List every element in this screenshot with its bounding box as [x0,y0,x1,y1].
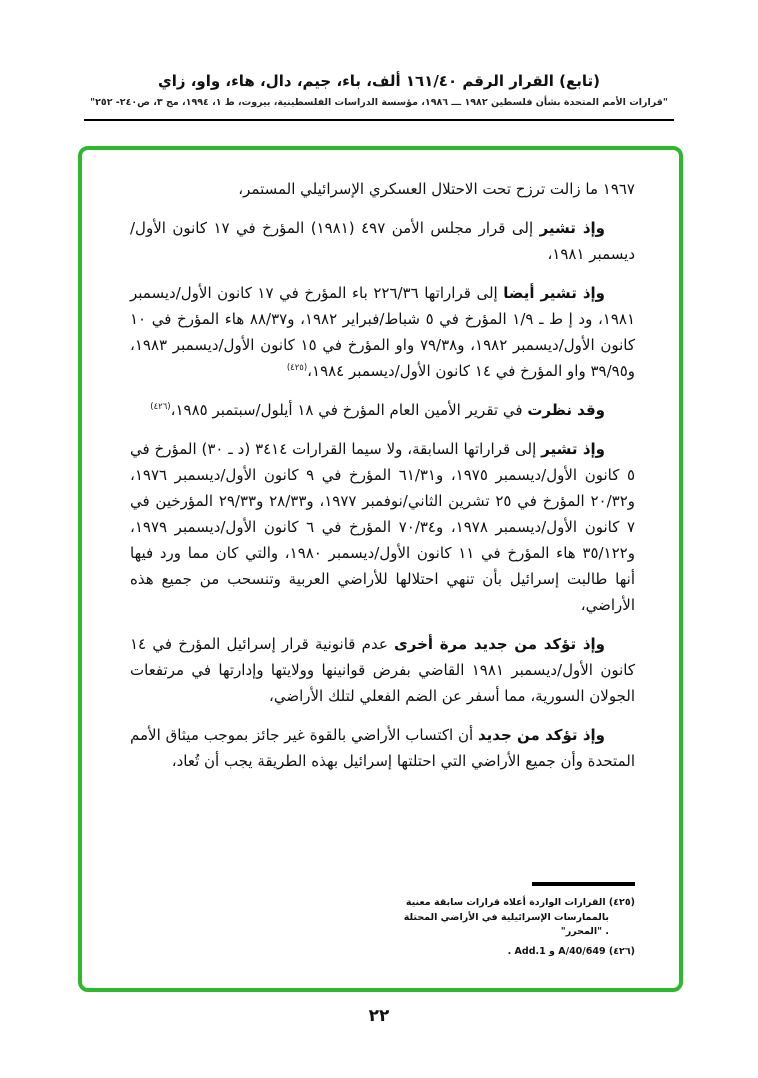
resolution-body-text [82,150,679,787]
paragraph-text: إلى قراراتها السابقة، ولا سيما القرارات ٣٤١٤ (د ـ ٣٠) المؤرخ في ٥ كانون الأول/ديسمبر ١٩٧٥، و٦١/٣١ المؤرخ في ٩ كانون الأول/ديسمبر ١٩٧٦، و٢٠/٣٢ المؤرخ في ٢٥ تشرين الثاني/نوفمبر ١٩٧٧، و٢٨/٣٣ و٢٩/٣٣ المؤرخين في ٧ كانون الأول/ديسمبر ١٩٧٨، و٧٠/٣٤ المؤرخ في ٦ كانون الأول/ديسمبر ١٩٧٩، و٣٥/١٢٢ هاء المؤرخ في ١١ كانون الأول/ديسمبر ١٩٨٠، والتي كان مما ورد فيها أنها طالبت إسرائيل بأن تنهي احتلالها للأراضي العربية وتنسحب من جميع هذه الأراضي، [130,440,635,614]
paragraph [130,397,635,423]
paragraph-lead: وإذ تؤكد من جديد [478,726,605,744]
footnote: (٤٢٥) القرارات الواردة أعلاه قرارات سابقة معنية بالممارسات الإسرائيلية في الأراضي المحتلة . "المحرر" [403,897,635,937]
footnote-marker: (٤٢٦) [150,402,171,412]
paragraph-lead: وإذ تشير [539,219,605,237]
green-frame [78,146,683,992]
paragraph-lead: وإذ تشير أيضا [503,284,606,302]
paragraph-text: في تقرير الأمين العام المؤرخ في ١٨ أيلول/سبتمبر ١٩٨٥، [170,401,528,419]
paragraph-text: أن اكتساب الأراضي بالقوة غير جائز بموجب ميثاق الأمم المتحدة وأن جميع الأراضي التي احتلتها إسرائيل بهذه الطريقة يجب أن تُعاد، [130,726,635,770]
paragraph [130,215,635,267]
header-divider-rule [84,119,674,121]
paragraph-text: ١٩٦٧ ما زالت ترزح تحت الاحتلال العسكري الإسرائيلي المستمر، [238,180,635,198]
page-header [0,72,758,108]
page-number: ٢٢ [368,1006,390,1026]
paragraph [130,631,635,709]
paragraph-lead: وإذ تؤكد من جديد مرة أخرى [394,635,605,653]
resolution-title: (تابع) القرار الرقم ١٦١/٤٠ ألف، باء، جيم، دال، هاء، واو، زاي [157,72,601,90]
paragraph-lead: وإذ تشير [541,440,605,458]
paragraph [130,436,635,618]
footnote-divider-rule [532,882,635,887]
paragraph-lead: وقد نظرت [527,401,605,419]
paragraph-text: إلى قرار مجلس الأمن ٤٩٧ (١٩٨١) المؤرخ في ١٧ كانون الأول/ديسمبر ١٩٨١، [130,219,635,263]
footnotes-section [397,882,635,965]
paragraph-text: عدم قانونية قرار إسرائيل المؤرخ في ١٤ كانون الأول/ديسمبر ١٩٨١ القاضي بفرض قوانينها وولايتها وإدارتها في مرتفعات الجولان السورية، مما أسفر عن الضم الفعلي لتلك الأراضي، [130,635,635,705]
paragraph [130,176,635,202]
footnote: (٤٢٦) A/40/649 و Add.1 . [507,945,635,957]
footnote-marker: (٤٢٥) [286,363,308,373]
paragraph-text: إلى قراراتها ٢٢٦/٣٦ باء المؤرخ في ١٧ كانون الأول/ديسمبر ١٩٨١، ود إ ط ـ ١/٩ المؤرخ في ٥ شباط/فبراير ١٩٨٢، و٨٨/٣٧ هاء المؤرخ في ١٠ كانون الأول/ديسمبر ١٩٨٢، و٧٩/٣٨ واو المؤرخ في ١٥ كانون الأول/ديسمبر ١٩٨٣، و٣٩/٩٥ واو المؤرخ في ١٤ كانون الأول/ديسمبر ١٩٨٤، [130,284,636,380]
source-citation: "قرارات الأمم المتحدة بشأن فلسطين ١٩٨٢ ـــ ١٩٨٦، مؤسسة الدراسات الفلسطينية، بيروت، ط ١، ١٩٩٤، مج ٣، ص٢٤٠- ٢٥٢" [90,97,668,108]
paragraph [130,280,635,384]
paragraph [130,722,635,774]
